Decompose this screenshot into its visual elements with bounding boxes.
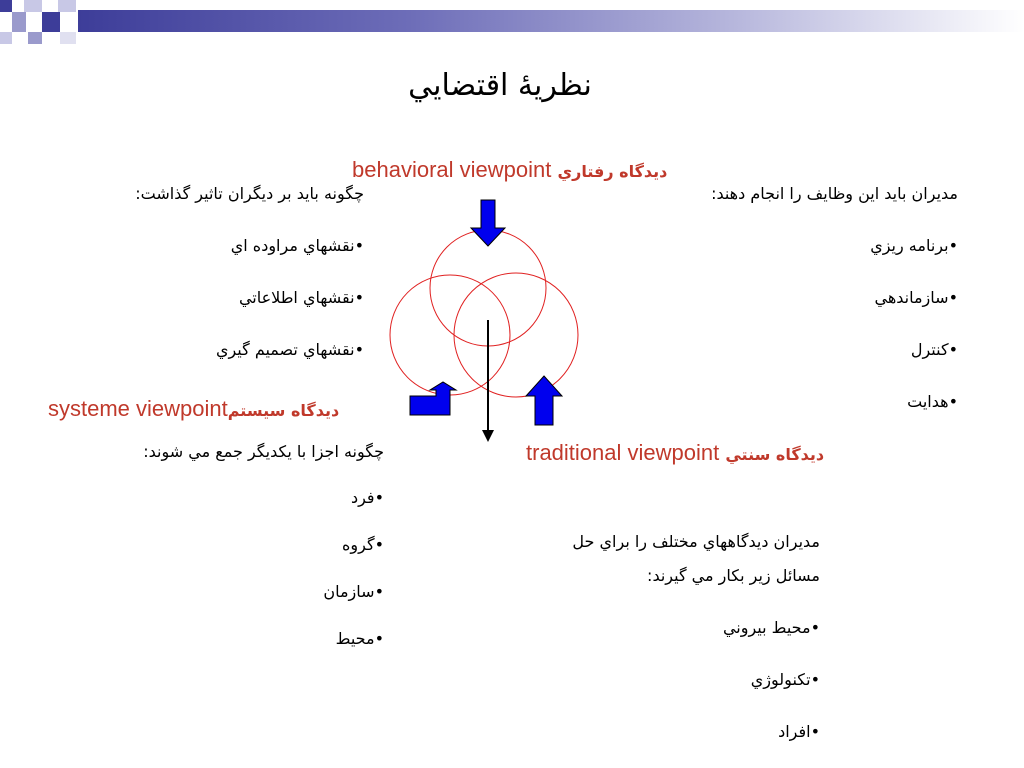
behavioral-heading <box>352 157 667 183</box>
traditional-arrow-icon <box>526 376 562 425</box>
list-item: •هدايت <box>907 392 958 411</box>
list-item: •نقشهاي تصميم گيري <box>215 340 364 359</box>
list-item: •کنترل <box>910 340 958 359</box>
traditional-intro: مديران بايد اين وظايف را انجام دهند: <box>711 184 958 203</box>
traditional-heading <box>526 440 824 466</box>
traditional-heading-fa: ديدگاه سنتي <box>725 445 825 464</box>
behavioral-list <box>60 186 364 366</box>
list-item: •محيط بيروني <box>722 618 820 637</box>
behavioral-intro: چگونه بايد بر ديگران تاثير گذاشت: <box>135 184 364 203</box>
list-item: •تکنولوژي <box>750 670 820 689</box>
systeme-arrow-icon <box>410 382 456 415</box>
traditional-functions-list <box>640 186 958 416</box>
list-item: •نقشهاي اطلاعاتي <box>238 288 364 307</box>
traditional-heading-en: traditional viewpoint <box>526 440 720 465</box>
systeme-list <box>100 444 384 654</box>
list-item: •برنامه ريزي <box>870 236 958 255</box>
list-item: •محيط <box>335 629 384 648</box>
list-item: •نقشهاي مراوده اي <box>230 236 364 255</box>
page-title: نظريۀ اقتضايي <box>408 68 592 103</box>
behavioral-heading-en: behavioral viewpoint <box>352 157 552 182</box>
center-arrow-icon <box>482 430 494 442</box>
systeme-heading-en: systeme viewpoint <box>48 396 228 421</box>
systeme-heading <box>48 396 339 422</box>
contingency-intro-1: مديران ديدگاههاي مختلف را براي حل <box>572 532 820 551</box>
systeme-heading-fa: ديدگاه سيستم <box>227 401 340 420</box>
circle-right <box>454 273 578 397</box>
list-item: •سازماندهي <box>874 288 958 307</box>
contingency-intro-2: مسائل زير بکار مي گيرند: <box>647 566 820 585</box>
list-item: •افراد <box>778 722 820 741</box>
contingency-list <box>500 534 820 744</box>
list-item: •سازمان <box>323 582 384 601</box>
behavioral-arrow-icon <box>471 200 505 246</box>
systeme-intro: چگونه اجزا با يکديگر جمع مي شوند: <box>143 442 384 461</box>
circle-left <box>390 275 510 395</box>
list-item: •گروه <box>342 535 384 554</box>
list-item: •فرد <box>350 488 384 507</box>
behavioral-heading-fa: ديدگاه رفتاري <box>557 162 668 181</box>
